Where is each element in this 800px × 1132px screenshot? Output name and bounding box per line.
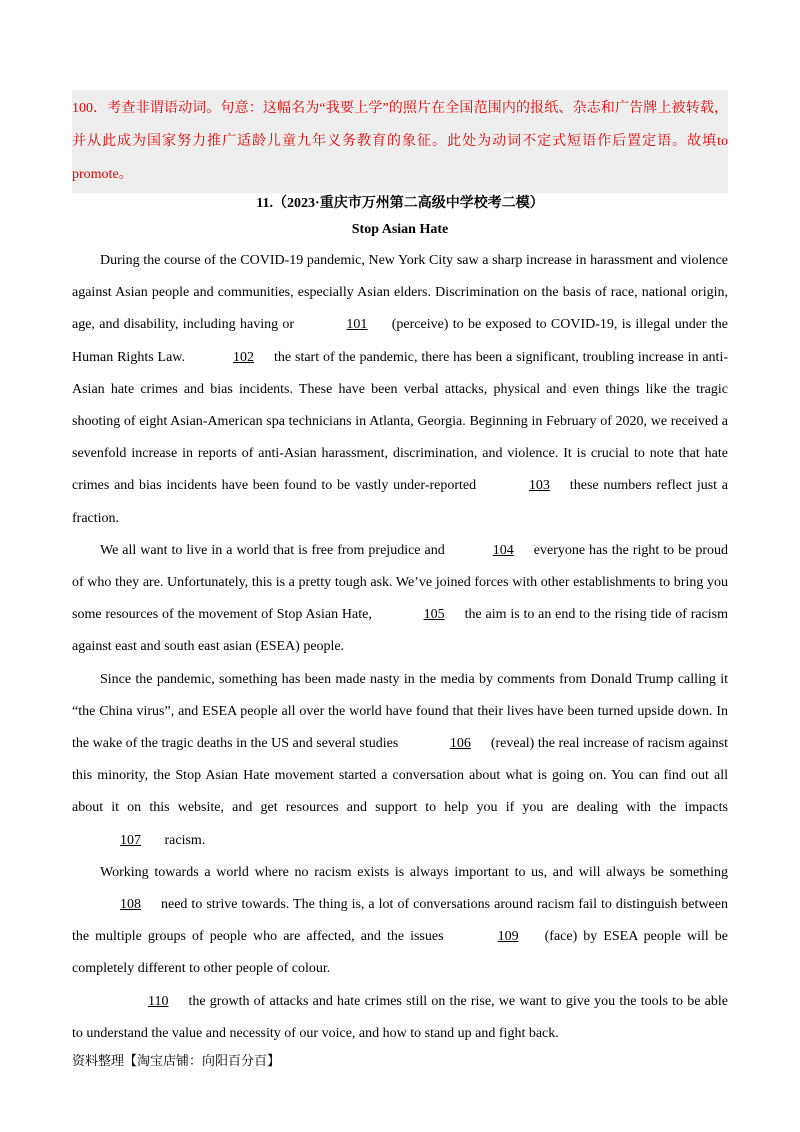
paragraph-text: (reveal) the real increase of racism against this minority, the Stop Asian Hate movement started a conversation about what is going on. You can find out all about it on this website, and get resources and support to help you if you are dealing with the impacts [72,736,728,816]
blank-101: 101 [346,317,368,333]
blank-103: 103 [528,478,550,494]
passage-body [72,245,728,1050]
blank-110: 110 [148,993,169,1009]
paragraph-text: racism. [161,832,206,848]
paragraph-text: During the course of the COVID-19 pandemic, New York City saw a sharp increase in harassment and violence against Asian people and communities, especially Asian elders. Discrimination on the basis of race, national origin, age, and disability, including having or [72,253,728,333]
paragraph-text: We all want to live in a world that is free from prejudice and [100,542,445,558]
paragraph-text: (perceive) to be exposed to COVID-19, is illegal under the Human Rights Law. [72,317,728,365]
blank-107: 107 [120,832,141,848]
blank-106: 106 [449,736,471,752]
paragraph-text: everyone has the right to be proud of who they are. Unfortunately, this is a pretty tough ask. We’ve joined forces with other establishments to bring you some resources of the movement of Stop Asian Hate, [72,542,728,623]
answer-explanation-text: 100．考查非谓语动词。句意：这幅名为“我要上学”的照片在全国范围内的报纸、杂志和广告牌上被转载，并从此成为国家努力推广适龄儿童九年义务教育的象征。此处为动词不定式短语作后置定语。故填to promote。 [72,101,728,182]
blank-108: 108 [120,897,141,913]
paragraph-5 [72,986,728,1050]
question-header: 11.（2023·重庆市万州第二高级中学校考二模） [256,196,544,211]
blank-104: 104 [492,542,514,558]
paragraph-text: these numbers reflect just a fraction. [72,478,729,526]
page-footer: 资料整理【淘宝店铺：向阳百分百】 [72,1054,281,1069]
passage-title: Stop Asian Hate [351,222,449,237]
paragraph-text: Working towards a world where no racism exists is always important to us, and will always be something [100,864,728,880]
paragraph-text: need to strive towards. The thing is, a lot of conversations around racism fail to distinguish between the multiple groups of people who are affected, and the issues [72,897,728,945]
blank-109: 109 [497,929,519,945]
paragraph-4 [72,857,728,986]
paragraph-text: (face) by ESEA people will be completely different to other people of colour. [72,929,729,977]
paragraph-1 [72,245,728,535]
paragraph-text: the growth of attacks and hate crimes still on the rise, we want to give you the tools to be able to understand the value and necessity of our voice, and how to stand up and fight back. [72,993,728,1041]
paragraph-3 [72,664,728,857]
paragraph-text: the aim is to an end to the rising tide of racism against east and south east asian (ESEA) people. [72,607,729,655]
paragraph-2 [72,535,728,664]
paragraph-text: the start of the pandemic, there has been a significant, troubling increase in anti-Asian hate crimes and bias incidents. These have been verbal attacks, physical and even things like the tragic shooting of eight Asian-American spa technicians in Atlanta, Georgia. Beginning in February of 2020, we received a sevenfold increase in reports of anti-Asian harassment, discrimination, and violence. It is crucial to note that hate crimes and bias incidents have been found to be vastly under-reported [72,349,728,494]
answer-explanation-box [72,90,728,193]
blank-105: 105 [423,607,445,623]
blank-102: 102 [233,349,255,365]
paragraph-text: Since the pandemic, something has been made nasty in the media by comments from Donald Trump calling it “the China virus”, and ESEA people all over the world have found that their lives have been turned upside down. In the wake of the tragic deaths in the US and several studies [72,671,728,752]
